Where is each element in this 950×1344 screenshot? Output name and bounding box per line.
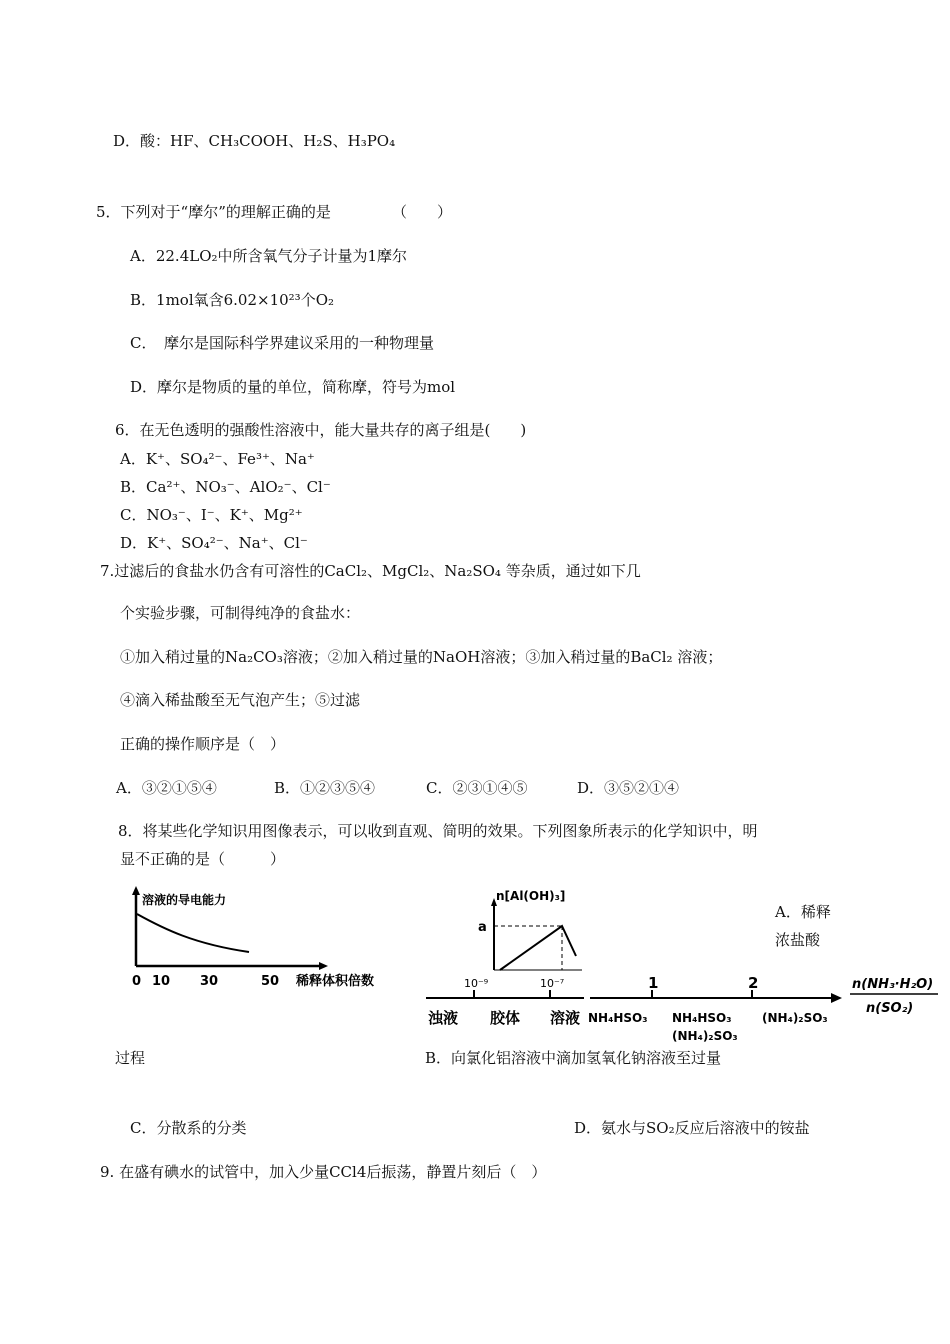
graph-d-region: NH₄HSO₃ <box>588 1011 648 1025</box>
q5-option-b: B．1mol氧含6.02×10²³个O₂ <box>130 291 335 309</box>
graph-c-label: 浊液 <box>428 1009 459 1027</box>
graph-d-region: (NH₄)₂SO₃ <box>762 1011 828 1025</box>
graph-c-label: 溶液 <box>550 1009 581 1027</box>
q7-option-c: C．②③①④⑤ <box>426 779 528 797</box>
graph-d-ammonium-salts <box>586 968 942 1048</box>
q5-stem: 5．下列对于“摩尔”的理解正确的是 <box>96 203 331 221</box>
q7-option-a: A．③②①⑤④ <box>116 779 217 797</box>
graph-d-region: (NH₄)₂SO₃ <box>672 1029 738 1043</box>
q5-answer-paren: （ ） <box>392 203 453 221</box>
q5-option-c: C． 摩尔是国际科学界建议采用的一种物理量 <box>130 334 434 352</box>
q8-caption-b: B．向氯化铝溶液中滴加氢氧化钠溶液至过量 <box>425 1049 722 1067</box>
q7-steps-line1: ①加入稍过量的Na₂CO₃溶液；②加入稍过量的NaOH溶液；③加入稍过量的BaCl₂ 溶液； <box>120 648 723 666</box>
graph-b-aluminium-hydroxide <box>474 884 584 974</box>
q7-ask: 正确的操作顺序是（ ） <box>120 735 286 753</box>
q5-option-a: A．22.4LO₂中所含氧气分子计量为1摩尔 <box>130 247 408 265</box>
q8-caption-d: D．氨水与SO₂反应后溶液中的铵盐 <box>574 1119 810 1137</box>
q4-option-d: D．酸：HF、CH₃COOH、H₂S、H₃PO₄ <box>113 132 396 150</box>
graph-d-region: NH₄HSO₃ <box>672 1011 732 1025</box>
graph-a-ylabel: 溶液的导电能力 <box>142 893 227 907</box>
q8-caption-a-line1: A．稀释 <box>775 903 831 921</box>
graph-d-tick: 1 <box>648 974 659 992</box>
graph-a-conductivity <box>124 884 375 994</box>
graph-a-xlabel: 稀释体积倍数 <box>296 974 375 989</box>
graph-d-ratio-top: n(NH₃·H₂O) <box>852 977 934 992</box>
q7-option-b: B．①②③⑤④ <box>274 779 376 797</box>
q8-caption-a-line2: 浓盐酸 <box>775 931 821 949</box>
graph-a-tick: 50 <box>261 974 280 989</box>
q7-stem-line1: 7.过滤后的食盐水仍含有可溶性的CaCl₂、MgCl₂、Na₂SO₄ 等杂质，通过如下几 <box>100 562 641 580</box>
q6-option-c: C．NO₃⁻、I⁻、K⁺、Mg²⁺ <box>120 506 303 524</box>
graph-c-dispersion-classification <box>422 974 587 1030</box>
graph-c-tick: 10⁻⁷ <box>540 977 565 990</box>
q7-stem-line2: 个实验步骤，可制得纯净的食盐水： <box>120 604 361 622</box>
q9-stem: 9. 在盛有碘水的试管中，加入少量CCl4后振荡，静置片刻后（ ） <box>100 1163 547 1181</box>
q8-stem-line2: 显不正确的是（ ） <box>120 850 286 868</box>
graph-a-tick: 10 <box>152 974 171 989</box>
graph-b-a-label: a <box>478 920 487 935</box>
q6-option-b: B．Ca²⁺、NO₃⁻、AlO₂⁻、Cl⁻ <box>120 478 331 496</box>
q8-stem-line1: 8．将某些化学知识用图像表示，可以收到直观、简明的效果。下列图象所表示的化学知识中，明 <box>118 822 758 840</box>
q7-steps-line2: ④滴入稀盐酸至无气泡产生；⑤过滤 <box>120 691 361 709</box>
graph-a-tick: 30 <box>200 974 219 989</box>
q5-option-d: D．摩尔是物质的量的单位，简称摩，符号为mol <box>130 378 456 396</box>
q8-caption-a-line3: 过程 <box>115 1049 146 1067</box>
q7-option-d: D．③⑤②①④ <box>577 779 680 797</box>
graph-c-label: 胶体 <box>490 1009 521 1027</box>
graph-d-tick: 2 <box>748 974 759 992</box>
graph-c-tick: 10⁻⁹ <box>464 977 489 990</box>
q6-option-d: D．K⁺、SO₄²⁻、Na⁺、Cl⁻ <box>120 534 308 552</box>
q6-option-a: A．K⁺、SO₄²⁻、Fe³⁺、Na⁺ <box>120 450 315 468</box>
graph-a-tick: 0 <box>132 974 142 989</box>
graph-d-ratio-bottom: n(SO₂) <box>866 1001 914 1016</box>
q6-stem: 6．在无色透明的强酸性溶液中，能大量共存的离子组是( ) <box>115 421 527 439</box>
graph-b-ylabel: n[Al(OH)₃] <box>496 889 566 903</box>
q8-caption-c: C．分散系的分类 <box>130 1119 247 1137</box>
